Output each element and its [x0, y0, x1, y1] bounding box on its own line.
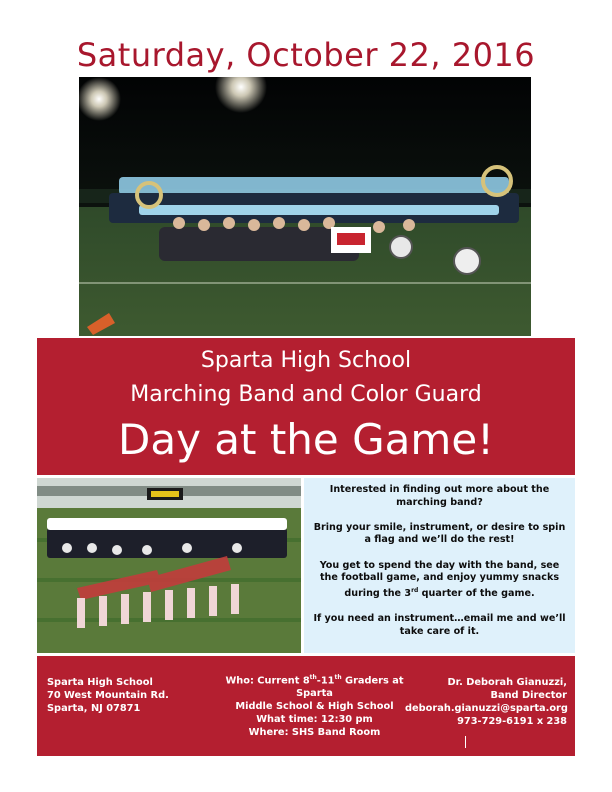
info-instrument: If you need an instrument…email me and we’ll take care of it.: [313, 613, 566, 637]
info-bring: Bring your smile, instrument, or desire to spin a flag and we’ll do the rest!: [313, 521, 566, 546]
address-line: 70 West Mountain Rd.: [47, 690, 169, 701]
event-date: Saturday, October 22, 2016: [76, 36, 536, 74]
event-where: Where: SHS Band Room: [248, 727, 381, 739]
info-day-text-end: quarter of the game.: [418, 587, 535, 599]
contact-info: [405, 676, 567, 728]
info-day-sup: rd: [411, 586, 419, 594]
footer-banner: [37, 656, 575, 756]
event-name: Day at the Game!: [118, 415, 494, 464]
school-name: Sparta High School: [200, 348, 412, 373]
who-sup: th: [309, 674, 317, 681]
band-group-photo: [79, 77, 531, 336]
school-address: [47, 676, 169, 715]
who-text: Who: Current 8: [225, 675, 310, 687]
text-cursor: [465, 736, 466, 748]
contact-title: Band Director: [490, 690, 567, 701]
address-line: Sparta High School: [47, 677, 153, 688]
who-text-end: Graders at Sparta: [296, 675, 404, 700]
info-day-text: You get to spend the day with the band, see the football game, and enjoy yummy snacks during the 3: [319, 559, 560, 599]
band-performance-photo-graphic: [37, 478, 301, 653]
event-who: [207, 671, 422, 700]
event-time: What time: 12:30 pm: [256, 714, 373, 726]
info-intro: Interested in finding out more about the marching band?: [329, 484, 550, 508]
contact-name: Dr. Deborah Gianuzzi,: [447, 677, 567, 688]
contact-phone: 973-729-6191 x 238: [457, 716, 567, 727]
who-sup: th: [334, 674, 342, 681]
band-performance-photo: [37, 478, 301, 653]
event-details: [207, 671, 422, 739]
band-group-photo-graphic: [79, 77, 531, 336]
info-box: [304, 478, 575, 653]
info-day: [310, 560, 569, 601]
who-text-mid: -11: [316, 675, 335, 687]
event-who-line2: Middle School & High School: [235, 701, 394, 713]
contact-email[interactable]: deborah.gianuzzi@sparta.org: [405, 703, 568, 714]
title-banner: [37, 338, 575, 475]
address-line: Sparta, NJ 07871: [47, 703, 141, 714]
program-name: Marching Band and Color Guard: [130, 382, 482, 407]
